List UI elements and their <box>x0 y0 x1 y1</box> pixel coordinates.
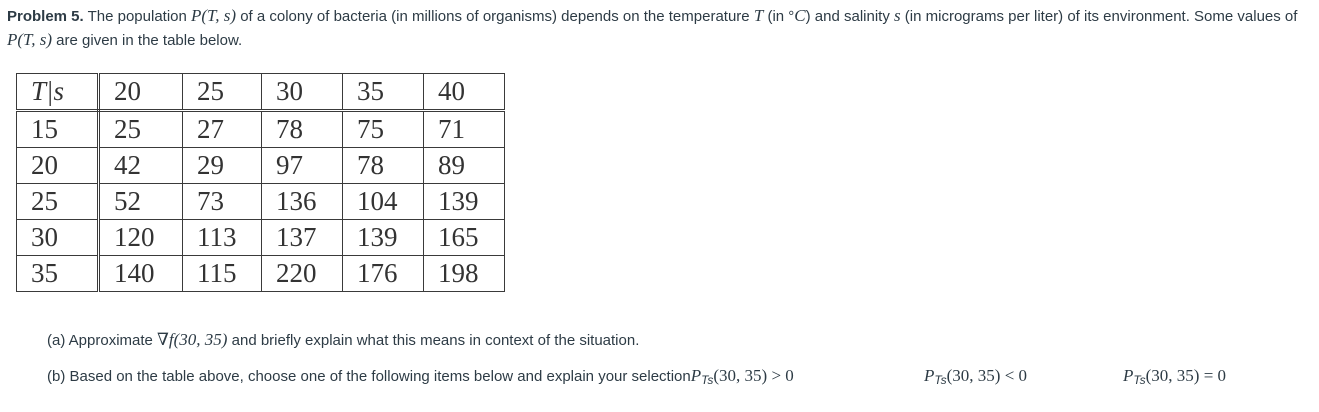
table-cell: 220 <box>262 256 343 292</box>
table-cell: 198 <box>424 256 505 292</box>
table-cell: 27 <box>183 111 262 148</box>
table-cell: 78 <box>343 148 424 184</box>
problem-text: (in ° <box>763 8 795 25</box>
table-cell: 52 <box>99 184 183 220</box>
table-cell: 139 <box>343 220 424 256</box>
table-cell: 25 <box>99 111 183 148</box>
option-zero <box>1123 366 1226 386</box>
temperature-cell: 30 <box>17 220 99 256</box>
table-cell: 120 <box>99 220 183 256</box>
option-subscript: Ts <box>1133 373 1146 387</box>
problem-text: are given in the table below. <box>52 32 243 49</box>
population-table <box>16 73 505 292</box>
question-a <box>47 330 639 350</box>
table-cell: 97 <box>262 148 343 184</box>
table-cell: 89 <box>424 148 505 184</box>
question-a-suffix: and briefly explain what this means in context of the situation. <box>227 332 640 349</box>
table-cell: 29 <box>183 148 262 184</box>
table-cell: 75 <box>343 111 424 148</box>
option-expression: (30, 35) = 0 <box>1145 366 1227 385</box>
table-cell: 115 <box>183 256 262 292</box>
salinity-header-cell: 30 <box>262 74 343 111</box>
problem-text: (in micrograms per liter) of its environment. Some values of <box>900 8 1298 25</box>
table-cell: 113 <box>183 220 262 256</box>
table-cell: 137 <box>262 220 343 256</box>
option-expression: (30, 35) < 0 <box>946 366 1028 385</box>
option-expression: (30, 35) > 0 <box>713 366 794 385</box>
table-cell: 42 <box>99 148 183 184</box>
salinity-header-cell: 20 <box>99 74 183 111</box>
temperature-cell: 25 <box>17 184 99 220</box>
temperature-variable: T <box>753 6 764 25</box>
problem-text: of a colony of bacteria (in millions of organisms) depends on the temperature <box>236 8 754 25</box>
salinity-header-cell: 40 <box>424 74 505 111</box>
question-a-prefix: (a) Approximate <box>47 332 158 349</box>
option-base: P <box>690 366 702 385</box>
population-function: P(T, s) <box>7 30 53 49</box>
table-row <box>17 111 505 148</box>
table-cell: 104 <box>343 184 424 220</box>
table-cell: 71 <box>424 111 505 148</box>
problem-label: Problem 5. <box>7 8 84 25</box>
option-negative <box>924 366 1027 386</box>
table-row <box>17 256 505 292</box>
table-cell: 176 <box>343 256 424 292</box>
table-cell: 165 <box>424 220 505 256</box>
table-cell: 73 <box>183 184 262 220</box>
salinity-header-cell: 35 <box>343 74 424 111</box>
question-b-text: (b) Based on the table above, choose one of the following items below and explain your selection <box>47 368 691 385</box>
salinity-variable: s <box>894 6 901 25</box>
problem-text: The population <box>83 8 192 25</box>
table-row <box>17 220 505 256</box>
temperature-cell: 20 <box>17 148 99 184</box>
table-cell: 139 <box>424 184 505 220</box>
corner-label: T|s <box>31 76 64 106</box>
temperature-cell: 35 <box>17 256 99 292</box>
option-base: P <box>1123 366 1134 385</box>
temperature-cell: 15 <box>17 111 99 148</box>
salinity-header-cell: 25 <box>183 74 262 111</box>
celsius-variable: C <box>794 6 806 25</box>
option-base: P <box>924 366 935 385</box>
option-subscript: Ts <box>934 373 947 387</box>
question-b <box>47 366 794 386</box>
table-row <box>17 184 505 220</box>
population-function: P(T, s) <box>191 6 237 25</box>
table-cell: 140 <box>99 256 183 292</box>
option-subscript: Ts <box>701 373 714 387</box>
table-cell: 78 <box>262 111 343 148</box>
option-positive <box>691 368 794 385</box>
gradient-expression: ∇f(30, 35) <box>157 330 228 349</box>
table-header-row <box>17 74 505 111</box>
problem-text: ) and salinity <box>805 8 895 25</box>
table-corner-cell <box>17 74 99 111</box>
problem-statement <box>7 4 1312 52</box>
table-row <box>17 148 505 184</box>
table-cell: 136 <box>262 184 343 220</box>
